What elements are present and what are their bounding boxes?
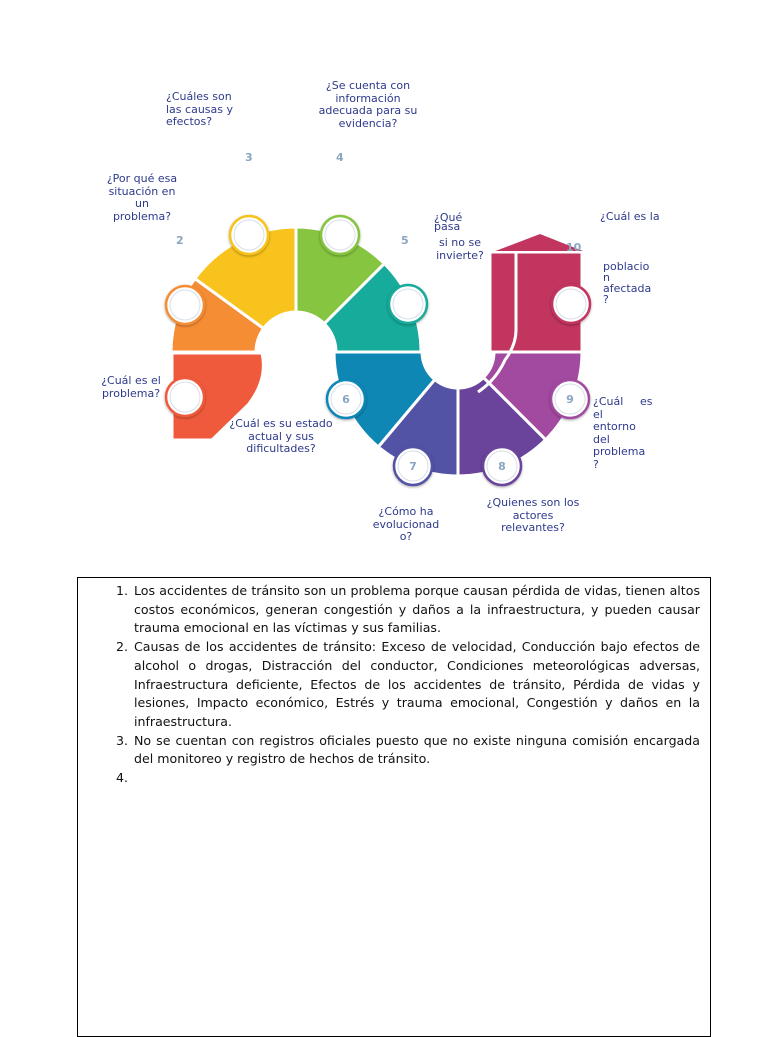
question-10-top: ¿Cuál es la	[600, 210, 660, 223]
question-9-col2: es	[640, 395, 653, 408]
answer-item: 2. Causas de los accidentes de tránsito: Exceso de velocidad, Conducción bajo efectos de alcohol o drogas, Distracción del conductor, Condiciones meteorológicas adversas, Infraestructura deficiente, Efectos de los accidentes de tránsito, Pérdida de vidas y lesiones, Impacto económico, Estrés y trauma emocional, Congestión y daños en la infraestructura.	[132, 638, 700, 732]
answer-item: 3. No se cuentan con registros oficiales puesto que no existe ninguna comisión encargada del monitoreo y registro de hechos de tránsito.	[132, 732, 700, 769]
circle-8	[483, 447, 521, 485]
question-4: ¿Se cuenta con información adecuada para su evidencia?	[318, 79, 418, 130]
step-number-2: 2	[176, 234, 184, 247]
circle-number: 7	[409, 460, 417, 473]
circle-6	[327, 380, 365, 418]
circle-3	[230, 216, 268, 254]
question-10-bottom: poblacio n afectada ?	[603, 260, 652, 306]
question-8: ¿Quienes son los actores relevantes?	[486, 496, 580, 534]
step-number-5: 5	[401, 234, 409, 247]
question-5-bottom: si no se invierte?	[436, 236, 484, 262]
circle-1	[166, 378, 204, 416]
question-2: ¿Por qué esa situación en un problema?	[106, 172, 178, 223]
question-3: ¿Cuáles son las causas y efectos?	[166, 90, 233, 128]
answer-item	[132, 769, 700, 788]
circle-number: 6	[342, 393, 350, 406]
answer-list	[78, 578, 710, 788]
step-number-4: 4	[336, 151, 344, 164]
question-6: ¿Cuál es su estado actual y sus dificultades?	[229, 417, 333, 455]
question-5-top: ¿Qué pasa	[434, 211, 463, 233]
circle-2	[166, 286, 204, 324]
question-1: ¿Cuál es el problema?	[101, 374, 161, 400]
question-9: ¿Cuál el entorno del problema ?	[593, 395, 646, 471]
step-number-10: 10	[566, 241, 582, 254]
answer-item: 1. Los accidentes de tránsito son un problema porque causan pérdida de vidas, tienen altos costos económicos, generan congestión y daños a la infraestructura, y pueden causar trauma emocional en las víctimas y sus familias.	[132, 582, 700, 638]
circle-number: 9	[566, 393, 574, 406]
answer-box	[77, 577, 711, 1037]
question-7: ¿Cómo ha evolucionad o?	[372, 505, 440, 543]
circle-number: 8	[498, 460, 506, 473]
circle-10	[552, 285, 590, 323]
circle-4	[321, 216, 359, 254]
circle-7	[394, 447, 432, 485]
circle-9	[551, 380, 589, 418]
step-number-3: 3	[245, 151, 253, 164]
circle-5	[389, 285, 427, 323]
